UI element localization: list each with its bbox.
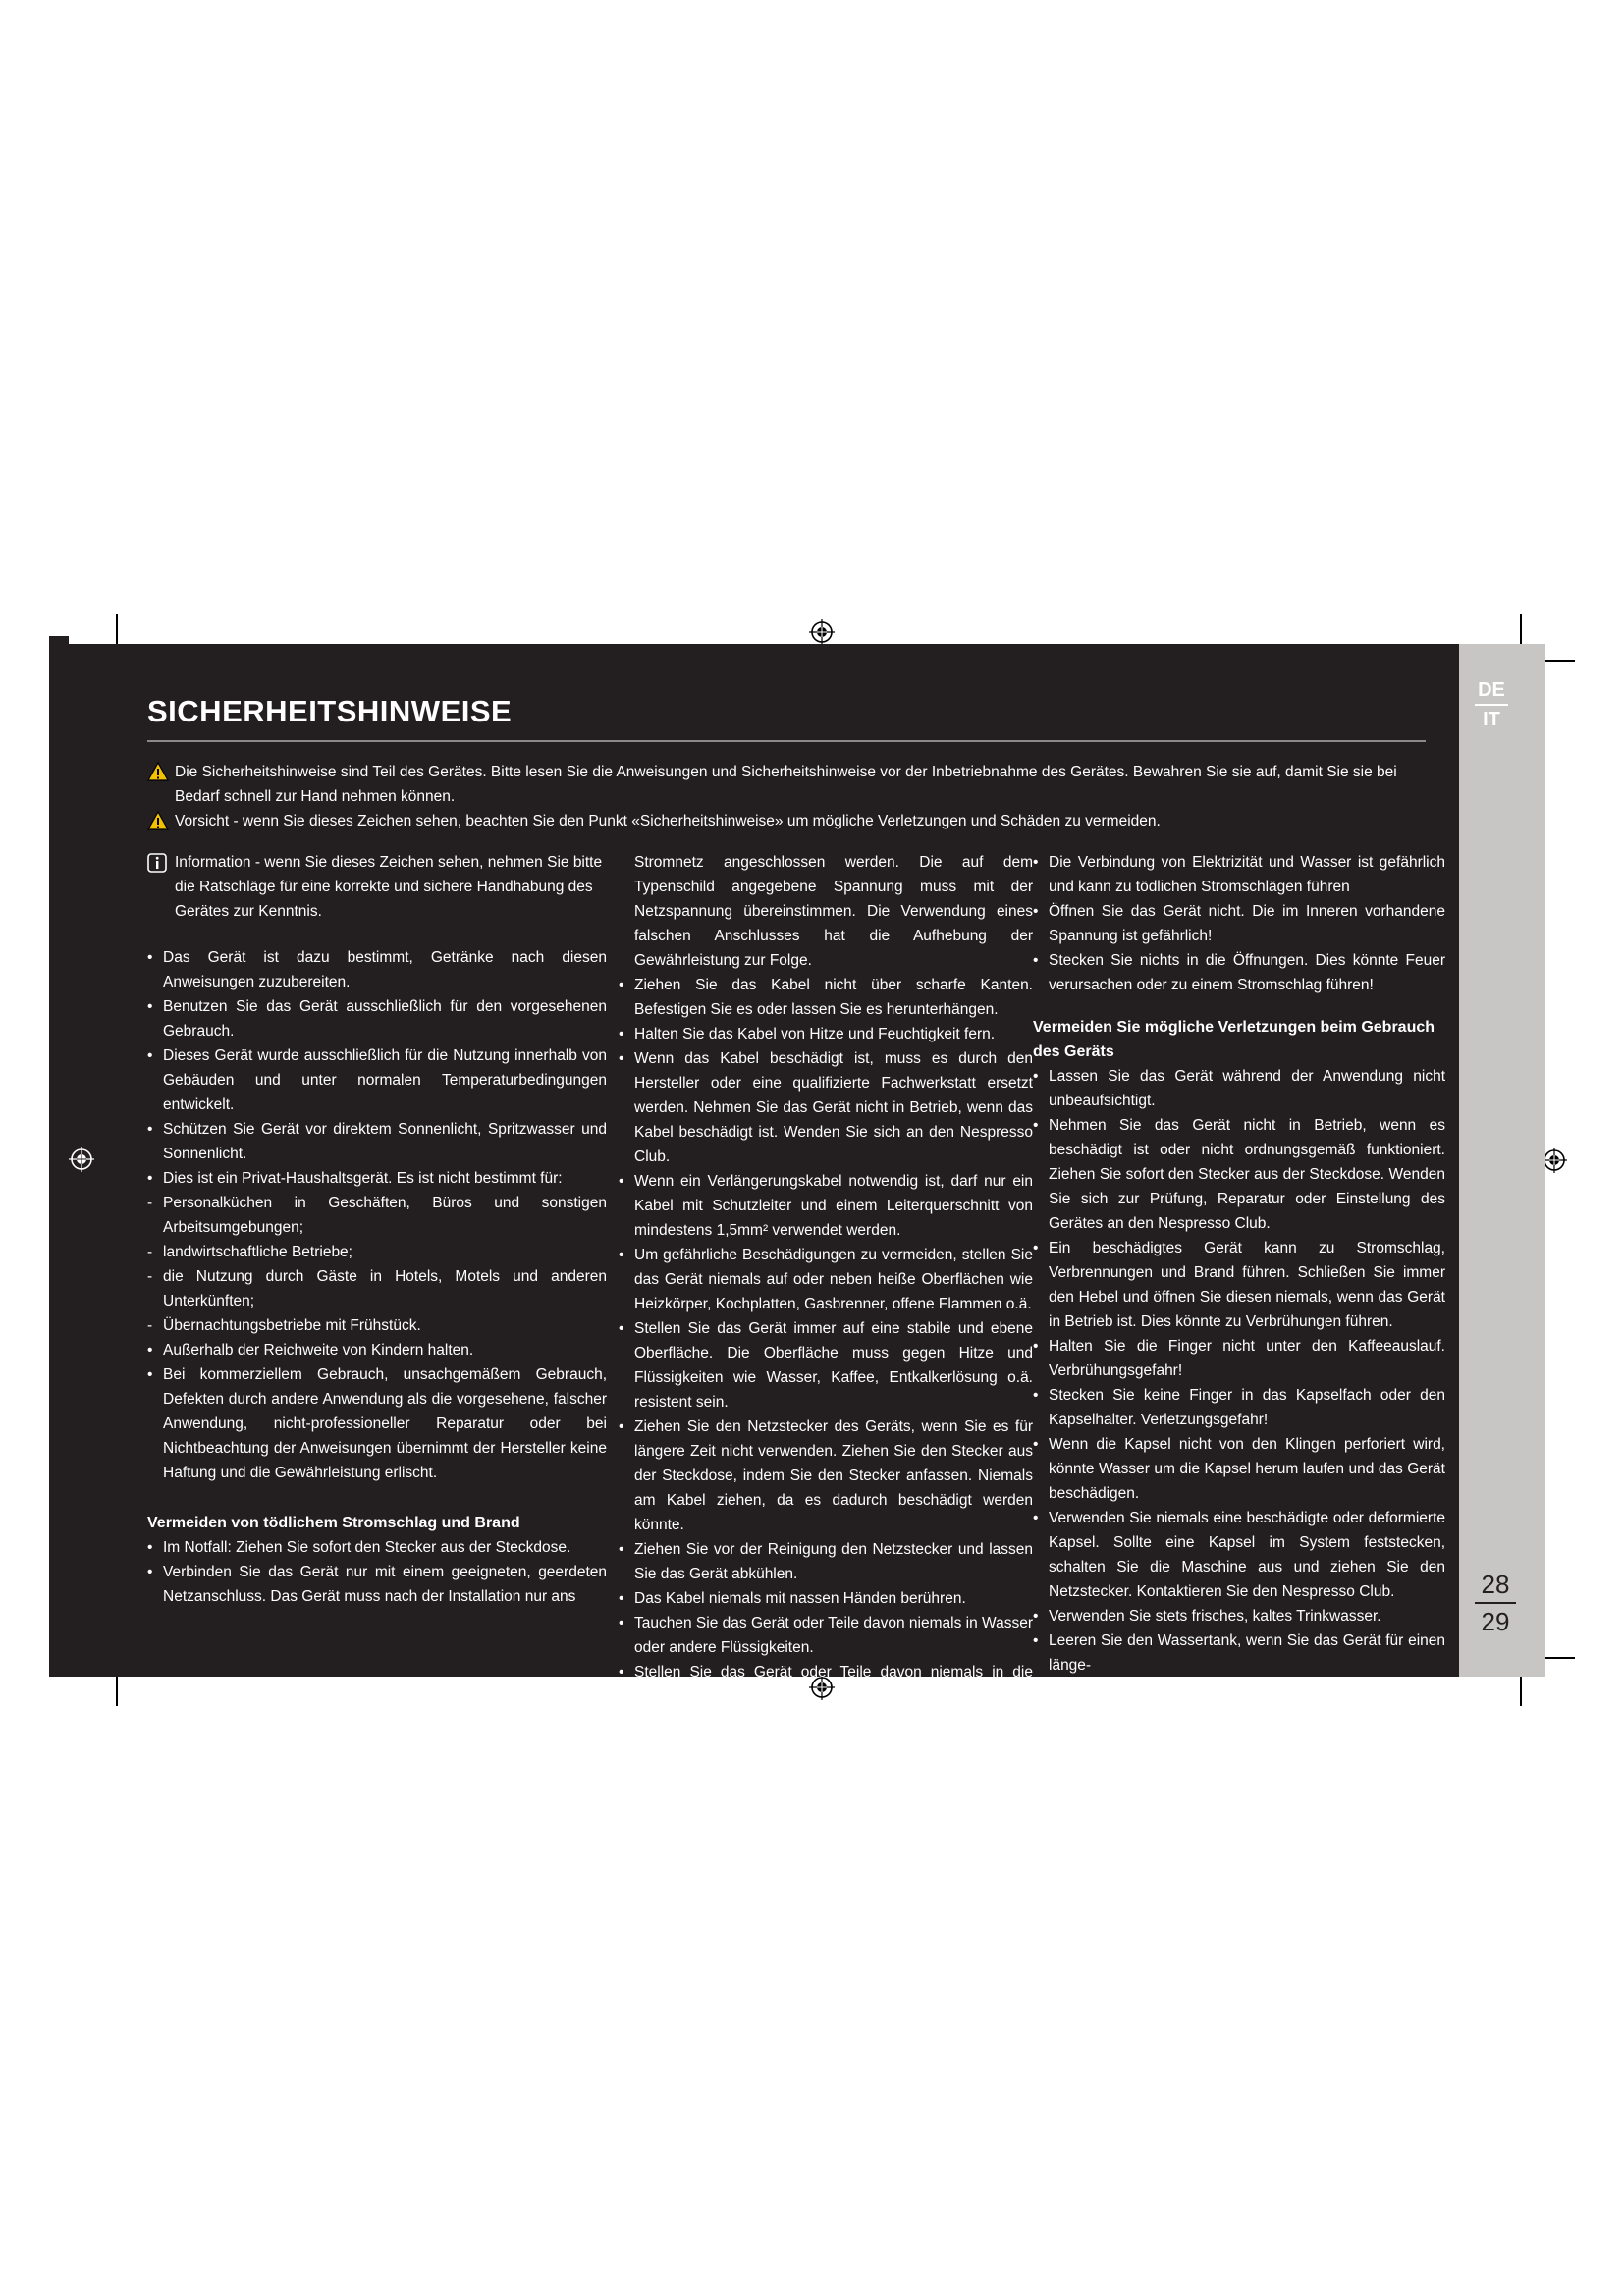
bullet: • (1033, 952, 1039, 969)
warning-icon (147, 811, 169, 830)
list-item-text: Wenn die Kapsel nicht von den Klingen perforiert wird, könnte Wasser um die Kapsel herum laufen und das Gerät beschädigen. (1049, 1436, 1445, 1502)
bullet: • (619, 1418, 624, 1435)
list-item-text: Das Kabel niemals mit nassen Händen berühren. (634, 1590, 966, 1607)
language-it: IT (1483, 709, 1500, 730)
list-item-text: Übernachtungsbetriebe mit Frühstück. (163, 1317, 421, 1334)
list-item-text: Wenn das Kabel beschädigt ist, muss es durch den Hersteller oder eine qualifizierte Fachwerkstatt ersetzt werden. Nehmen Sie das Gerät nicht in Betrieb, wenn das Kabel beschädigt ist. Wenden Sie sich an den Nespresso Club. (634, 1050, 1033, 1165)
list-item-text: Ziehen Sie vor der Reinigung den Netzstecker und lassen Sie das Gerät abkühlen. (634, 1541, 1033, 1582)
bullet: • (619, 1590, 624, 1607)
list-item (1033, 1604, 1445, 1629)
bullet: • (1033, 903, 1039, 920)
list-item-text: Stellen Sie das Gerät oder Teile davon niemals in die Spülmaschine. (634, 1664, 1033, 1705)
list-item (147, 994, 607, 1043)
list-item (1033, 1506, 1445, 1604)
list-item-text: Ein beschädigtes Gerät kann zu Stromschlag, Verbrennungen und Brand führen. Schließen Sie immer den Hebel und öffnen Sie diesen niemals, wenn das Gerät in Betrieb ist. Dies könnte zu Verbrühungen führen. (1049, 1240, 1445, 1330)
list-item (1033, 1113, 1445, 1236)
list-item-text: landwirtschaftliche Betriebe; (163, 1244, 352, 1260)
intro-block (147, 760, 1443, 833)
list-item (147, 1166, 607, 1191)
list-item-text: Stellen Sie das Gerät immer auf eine stabile und ebene Oberfläche. Die Oberfläche muss gegen Hitze und Flüssigkeiten wie Wasser, Kaffee, Entkalkerlösung o.ä. resistent sein. (634, 1320, 1033, 1411)
bullet: • (619, 1026, 624, 1042)
list-item-text: Wenn ein Verlängerungskabel notwendig ist, darf nur ein Kabel mit Schutzleiter und einem Leiterquerschnitt von mindestens 1,5mm² verwendet werden. (634, 1173, 1033, 1239)
list-item (1033, 850, 1445, 899)
registration-mark-icon (809, 619, 835, 645)
bullet: • (147, 1366, 153, 1383)
bullet: • (1033, 1240, 1039, 1256)
list-item (619, 1316, 1033, 1415)
list-item (147, 1535, 607, 1560)
page-title: SICHERHEITSHINWEISE (147, 694, 513, 728)
divider (1475, 704, 1508, 706)
list-item (619, 1611, 1033, 1660)
list-item (1033, 1629, 1445, 1678)
bullet: • (1033, 1387, 1039, 1404)
list-item (619, 973, 1033, 1022)
list-item (147, 1264, 607, 1313)
bullet: • (619, 1541, 624, 1558)
bullet: • (147, 949, 153, 966)
list-item (619, 1243, 1033, 1316)
list-item-text: Tauchen Sie das Gerät oder Teile davon niemals in Wasser oder andere Flüssigkeiten. (634, 1615, 1033, 1656)
bullet: • (1033, 1632, 1039, 1649)
list-item (147, 1338, 607, 1362)
info-text: Information - wenn Sie dieses Zeichen sehen, nehmen Sie bitte die Ratschläge für eine korrekte und sichere Handhabung des Gerätes zur Kenntnis. (175, 854, 603, 920)
section-heading: Vermeiden von tödlichem Stromschlag und Brand (147, 1515, 520, 1531)
list-item (1033, 948, 1445, 997)
list-item-text: Verwenden Sie stets frisches, kaltes Trinkwasser. (1049, 1608, 1381, 1625)
list-item-text: Um gefährliche Beschädigungen zu vermeiden, stellen Sie das Gerät niemals auf oder neben heiße Oberflächen wie Heizkörper, Kochplatten, Gasbrenner, offene Flammen o.ä. (634, 1247, 1033, 1312)
bullet: • (1033, 1510, 1039, 1526)
bullet: • (147, 1342, 153, 1359)
column-2 (619, 850, 1033, 1709)
list-item-text: Ziehen Sie das Kabel nicht über scharfe Kanten. Befestigen Sie es oder lassen Sie es herunterhängen. (634, 977, 1033, 1018)
paragraph: Stromnetz angeschlossen werden. Die auf dem Typenschild angegebene Spannung muss mit der Netzspannung übereinstimmen. Die Verwendung eines falschen Anschlusses hat die Aufhebung der Gewährleistung zur Folge. (634, 854, 1033, 969)
list-item-text: Benutzen Sie das Gerät ausschließlich für den vorgesehenen Gebrauch. (163, 998, 607, 1040)
list-item (619, 1660, 1033, 1709)
dash: - (147, 1244, 153, 1260)
bullet: • (619, 1050, 624, 1067)
list-item-text: Stecken Sie nichts in die Öffnungen. Dies könnte Feuer verursachen oder zu einem Stromschlag führen! (1049, 952, 1445, 993)
column-3 (1033, 850, 1445, 1678)
section-heading: Vermeiden Sie mögliche Verletzungen beim Gebrauch des Geräts (1033, 1019, 1435, 1060)
list-item-text: Außerhalb der Reichweite von Kindern halten. (163, 1342, 474, 1359)
list-item-text: Leeren Sie den Wassertank, wenn Sie das Gerät für einen länge- (1049, 1632, 1445, 1674)
list-item-text: Halten Sie die Finger nicht unter den Kaffeeauslauf. Verbrühungsgefahr! (1049, 1338, 1445, 1379)
list-item (619, 1169, 1033, 1243)
list-item-text: Halten Sie das Kabel von Hitze und Feuchtigkeit fern. (634, 1026, 996, 1042)
list-item-text: Stecken Sie keine Finger in das Kapselfach oder den Kapselhalter. Verletzungsgefahr! (1049, 1387, 1445, 1428)
page-number-left: 28 (1481, 1570, 1510, 1599)
bullet: • (147, 1564, 153, 1580)
list-item (147, 1362, 607, 1485)
list-item (619, 1537, 1033, 1586)
list-item (147, 1313, 607, 1338)
info-icon (147, 853, 167, 873)
bullet: • (619, 1173, 624, 1190)
bullet: • (1033, 1608, 1039, 1625)
dash: - (147, 1268, 153, 1285)
list-item (619, 1415, 1033, 1537)
list-item-text: Dieses Gerät wurde ausschließlich für die Nutzung innerhalb von Gebäuden und unter normalen Temperaturbedingungen entwickelt. (163, 1047, 607, 1113)
list-item (147, 1043, 607, 1117)
list-item (619, 1586, 1033, 1611)
list-item (147, 1560, 607, 1609)
divider (1475, 1602, 1516, 1604)
bullet: • (147, 998, 153, 1015)
column-1 (147, 850, 607, 1609)
list-item (1033, 1383, 1445, 1432)
list-item-text: Schützen Sie Gerät vor direktem Sonnenlicht, Spritzwasser und Sonnenlicht. (163, 1121, 607, 1162)
list-item (147, 945, 607, 994)
list-item (147, 1117, 607, 1166)
registration-mark-icon (69, 1147, 94, 1172)
list-item-text: Im Notfall: Ziehen Sie sofort den Stecker aus der Steckdose. (163, 1539, 571, 1556)
intro-line (147, 760, 1443, 809)
bullet: • (1033, 1436, 1039, 1453)
dash: - (147, 1317, 153, 1334)
bullet: • (147, 1047, 153, 1064)
list-item (1033, 1064, 1445, 1113)
list-item-text: Ziehen Sie den Netzstecker des Geräts, wenn Sie es für längere Zeit nicht verwenden. Ziehen Sie den Stecker aus der Steckdose, indem Sie den Stecker anfassen. Niemals am Kabel ziehen, da es dadurch beschädigt werden könnte. (634, 1418, 1033, 1533)
list-item-text: Verbinden Sie das Gerät nur mit einem geeigneten, geerdeten Netzanschluss. Das Gerät muss nach der Installation nur ans (163, 1564, 607, 1605)
bullet: • (1033, 1068, 1039, 1085)
list-item (1033, 1432, 1445, 1506)
list-item (1033, 1334, 1445, 1383)
list-item (1033, 899, 1445, 948)
page-numbers (1469, 1569, 1522, 1637)
intro-line (147, 809, 1443, 833)
warning-icon (147, 762, 169, 781)
bullet: • (147, 1170, 153, 1187)
list-item-text: Verwenden Sie niemals eine beschädigte oder deformierte Kapsel. Sollte eine Kapsel im System feststecken, schalten Sie die Maschine aus und ziehen Sie den Netzstecker. Kontaktieren Sie den Nespresso Club. (1049, 1510, 1445, 1600)
bullet: • (147, 1539, 153, 1556)
language-tab (1471, 677, 1512, 732)
list-item-text: Die Verbindung von Elektrizität und Wasser ist gefährlich und kann zu tödlichen Stromschlägen führen (1049, 854, 1445, 895)
list-item (147, 1191, 607, 1240)
list-item-text: Das Gerät ist dazu bestimmt, Getränke nach diesen Anweisungen zuzubereiten. (163, 949, 607, 990)
language-de: DE (1478, 679, 1505, 701)
info-note (147, 850, 607, 924)
list-item (147, 1240, 607, 1264)
bullet: • (619, 1320, 624, 1337)
list-item-text: die Nutzung durch Gäste in Hotels, Motels und anderen Unterkünften; (163, 1268, 607, 1309)
list-item-text: Öffnen Sie das Gerät nicht. Die im Inneren vorhandene Spannung ist gefährlich! (1049, 903, 1445, 944)
intro-text: Vorsicht - wenn Sie dieses Zeichen sehen, beachten Sie den Punkt «Sicherheitshinweise» um mögliche Verletzungen und Schäden zu vermeiden. (175, 813, 1161, 829)
page-number-right: 29 (1481, 1607, 1510, 1636)
list-item-text: Personalküchen in Geschäften, Büros und sonstigen Arbeitsumgebungen; (163, 1195, 607, 1236)
bullet: • (619, 1664, 624, 1681)
list-item-text: Lassen Sie das Gerät während der Anwendung nicht unbeaufsichtigt. (1049, 1068, 1445, 1109)
language-sidebar (1459, 644, 1545, 1677)
bullet: • (1033, 1117, 1039, 1134)
intro-text: Die Sicherheitshinweise sind Teil des Gerätes. Bitte lesen Sie die Anweisungen und Sicherheitshinweise vor der Inbetriebnahme des Gerätes. Bewahren Sie sie auf, damit Sie sie bei Bedarf schnell zur Hand nehmen können. (175, 764, 1397, 805)
list-item (619, 1022, 1033, 1046)
list-item-text: Dies ist ein Privat-Haushaltsgerät. Es ist nicht bestimmt für: (163, 1170, 563, 1187)
bullet: • (619, 1247, 624, 1263)
title-rule (147, 740, 1426, 742)
bullet: • (147, 1121, 153, 1138)
bullet: • (619, 1615, 624, 1631)
dash: - (147, 1195, 153, 1211)
bullet: • (1033, 854, 1039, 871)
list-item (619, 1046, 1033, 1169)
list-item (1033, 1236, 1445, 1334)
list-item-text: Nehmen Sie das Gerät nicht in Betrieb, wenn es beschädigt ist oder nicht ordnungsgemäß funktioniert. Ziehen Sie sofort den Stecker aus der Steckdose. Wenden Sie sich zur Prüfung, Reparatur oder Einstellung des Gerätes an den Nespresso Club. (1049, 1117, 1445, 1232)
bullet: • (1033, 1338, 1039, 1355)
list-item-text: Bei kommerziellem Gebrauch, unsachgemäßem Gebrauch, Defekten durch andere Anwendung als die vorgesehene, falscher Anwendung, nicht-professioneller Reparatur oder bei Nichtbeachtung der Anweisungen übernimmt der Hersteller keine Haftung und die Gewährleistung erlischt. (163, 1366, 607, 1481)
bullet: • (619, 977, 624, 993)
